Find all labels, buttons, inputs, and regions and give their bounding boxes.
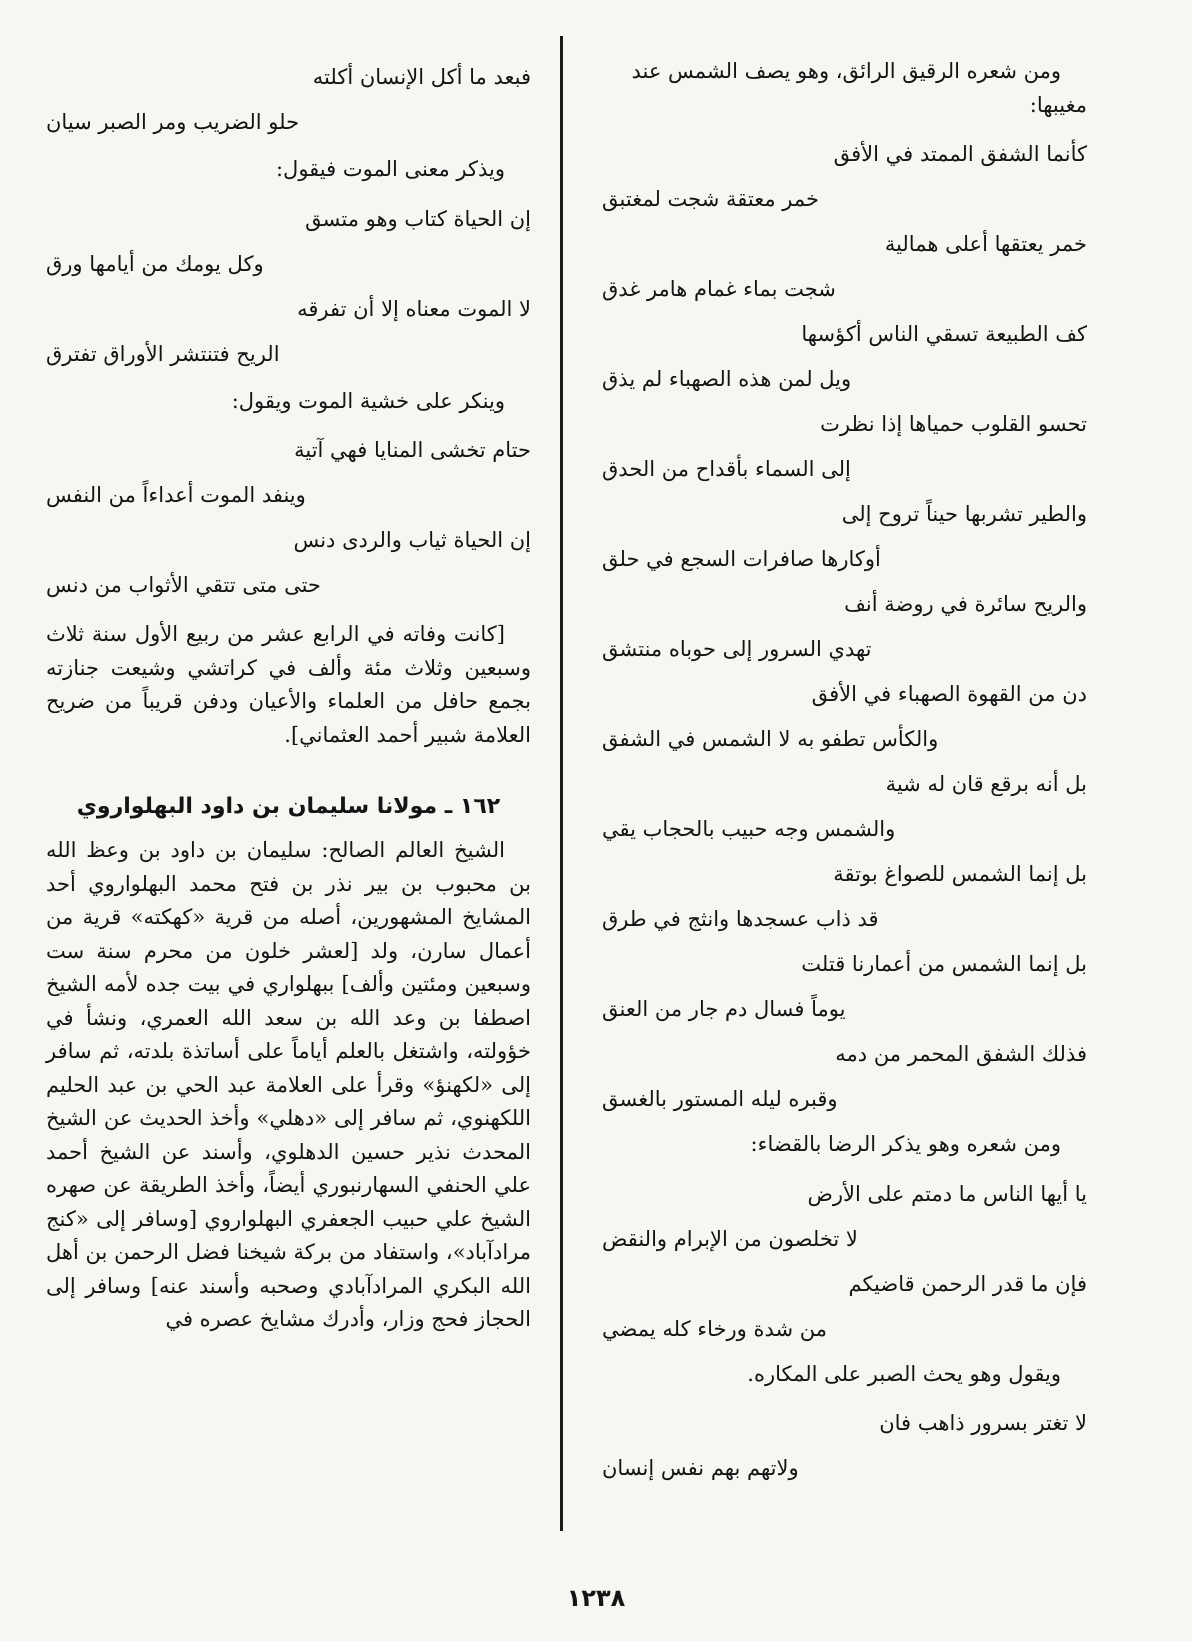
verse-line: الريح فتنتشر الأوراق تفترق — [46, 341, 280, 366]
verse-line: خمر معتقة شجت لمغتبق — [602, 187, 819, 211]
intro-sabr: ويقول وهو يحث الصبر على المكاره. — [747, 1361, 1061, 1386]
verse-line: كف الطبيعة تسقي الناس أكؤسها — [801, 322, 1087, 346]
poem-sabr — [602, 1401, 1087, 1491]
intro-mawt: ويذكر معنى الموت فيقول: — [275, 157, 505, 181]
verse-line: بل إنما الشمس من أعمارنا قتلت — [801, 952, 1087, 976]
verse-line: والشمس وجه حبيب بالحجاب يقي — [602, 817, 896, 841]
page-number: ١٢٣٨ — [566, 1584, 626, 1612]
verse-line: لا تخلصون من الإبرام والنقض — [602, 1226, 858, 1251]
verse-line: والريح سائرة في روضة أنف — [844, 592, 1087, 616]
verse-line: كأنما الشفق الممتد في الأفق — [833, 142, 1087, 166]
verse-line: فذلك الشفق المحمر من دمه — [835, 1042, 1087, 1066]
verse-line: إلى السماء بأقداح من الحدق — [602, 457, 851, 481]
poem-qada — [602, 1172, 1087, 1352]
verse-line: من شدة ورخاء كله يمضي — [602, 1316, 828, 1341]
verse-line: يوماً فسال دم جار من العنق — [602, 997, 846, 1021]
verse-line: بل إنما الشمس للصواغ بوتقة — [833, 862, 1087, 886]
verse-line: فبعد ما أكل الإنسان أكلته — [312, 65, 531, 89]
right-column — [602, 55, 1087, 1491]
intro-qada: ومن شعره وهو يذكر الرضا بالقضاء: — [750, 1132, 1061, 1156]
verse-line: خمر يعتقها أعلى همالية — [884, 232, 1087, 256]
verse-line: لا الموت معناه إلا أن تفرقه — [297, 296, 531, 321]
column-divider — [560, 36, 563, 1531]
verse-line: إن الحياة كتاب وهو متسق — [305, 206, 531, 231]
verse-line: ويل لمن هذه الصهباء لم يذق — [602, 367, 852, 391]
death-note: [كانت وفاته في الرابع عشر من ربيع الأول سنة ثلاث وسبعين وثلاث مئة وألف في كراتشي وشيعت جنازته بجمع حافل من العلماء والأعيان ودفن قريباً من ضريح العلامة شبير أحمد العثماني]. — [46, 622, 531, 747]
intro-khashya: وينكر على خشية الموت ويقول: — [231, 388, 505, 413]
verse-line: وينفد الموت أعداءاً من النفس — [46, 483, 306, 507]
verse-line: والطير تشربها حيناً تروح إلى — [841, 502, 1087, 526]
verse-line: وكل يومك من أيامها ورق — [46, 251, 264, 276]
verse-line: تحسو القلوب حمياها إذا نظرت — [820, 412, 1087, 436]
verse-line: حتام تخشى المنايا فهي آتية — [294, 438, 531, 462]
section-title: ١٦٢ ـ مولانا سليمان بن داود البهلواروي — [76, 794, 501, 819]
left-column — [46, 55, 531, 1345]
verse-line: تهدي السرور إلى حوباه منتشق — [602, 637, 872, 661]
biography-paragraph: الشيخ العالم الصالح: سليمان بن داود بن وعظ الله بن محبوب بن بير نذر بن فتح محمد البهلواروي أحد المشايخ المشهورين، أصله من قرية «كهكته» قرية من أعمال سارن، ولد [لعشر خلون من محرم سنة ست وسبعين ومئتين وألف] ببهلواري في بيت جده لأمه الشيخ اصطفا بن وعد الله بن سعد الله العمري، ونشأ في خؤولته، واشتغل بالعلم أياماً على أساتذة بلدته، ثم سافر إلى «لكهنؤ» وقرأ على العلامة عبد الحي بن عبد الحليم اللكهنوي، ثم سافر إلى «دهلي» وأخذ الحديث عن الشيخ المحدث نذير حسين الدهلوي، وأسند عن الشيخ أحمد علي الحنفي السهارنبوري أيضاً، وأخذ الطريقة عن صهره الشيخ علي حبيب الجعفري البهلواروي [وسافر إلى «كنج مرادآباد»، واستفاد من بركة شيخنا فضل الرحمن بن أهل الله البكري المرادآبادي وصحبه وأسند عنه] وسافر إلى الحجاز فحج وزار، وأدرك مشايخ عصره في — [46, 838, 531, 1331]
verse-line: إن الحياة ثياب والردى دنس — [293, 528, 531, 552]
verse-line: فإن ما قدر الرحمن قاضيكم — [848, 1271, 1087, 1296]
verse-line: حلو الضريب ومر الصبر سيان — [46, 110, 300, 134]
verse-line: والكأس تطفو به لا الشمس في الشفق — [602, 727, 939, 751]
poem-khashya — [46, 428, 531, 608]
verse-line: قد ذاب عسجدها وانثج في طرق — [602, 907, 879, 931]
verse-line: دن من القهوة الصهباء في الأفق — [811, 682, 1087, 706]
verse-line: أوكارها صافرات السجع في حلق — [602, 547, 881, 571]
verse-line: يا أيها الناس ما دمتم على الأرض — [807, 1181, 1087, 1206]
verse-line: وقبره ليله المستور بالغسق — [602, 1087, 838, 1111]
intro-sun: ومن شعره الرقيق الرائق، وهو يصف الشمس عند مغيبها: — [631, 59, 1087, 117]
poem-sabr-continued — [46, 55, 531, 145]
poem-sun — [602, 132, 1087, 1122]
verse-line: شجت بماء غمام هامر غدق — [602, 277, 836, 301]
verse-line: ولاتهم بهم نفس إنسان — [602, 1456, 799, 1480]
poem-mawt — [46, 197, 531, 377]
verse-line: حتى متى تتقي الأثواب من دنس — [46, 573, 321, 597]
verse-line: لا تغتر بسرور ذاهب فان — [879, 1411, 1087, 1435]
verse-line: بل أنه برقع قان له شية — [885, 772, 1087, 796]
